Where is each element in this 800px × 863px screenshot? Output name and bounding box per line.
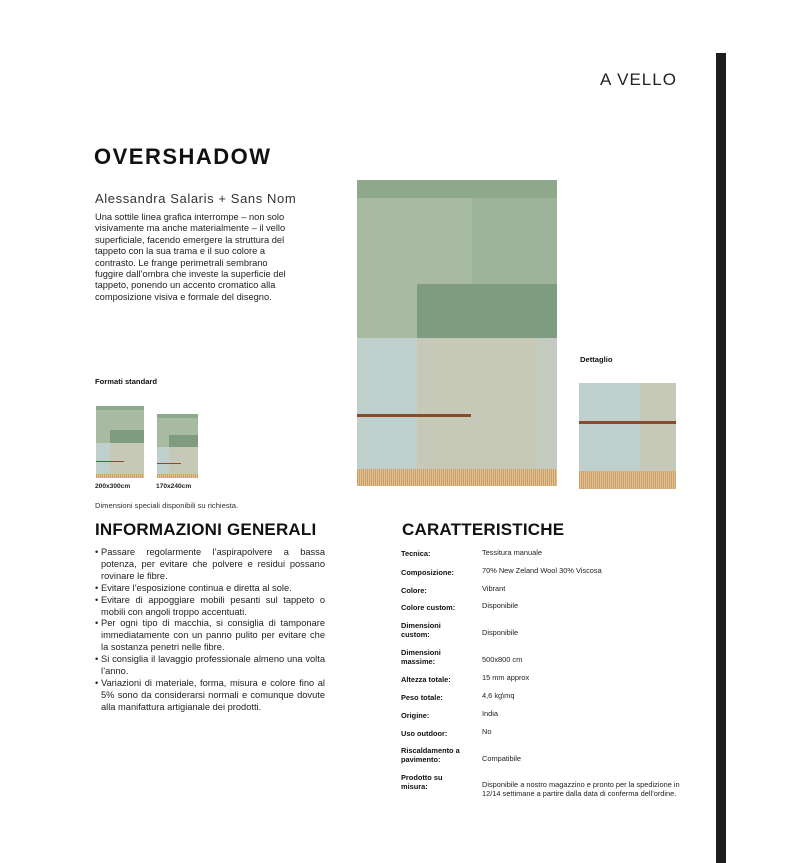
format-thumbnail-170x240 <box>157 414 198 478</box>
spec-value-tecnica: Tessitura manuale <box>482 548 542 557</box>
general-info-list <box>95 547 325 714</box>
spec-value-origine: India <box>482 709 499 718</box>
spec-label-peso-totale: Peso totale: <box>401 693 443 702</box>
sidebar-bar <box>716 53 726 863</box>
spec-value-colore: Vibrant <box>482 584 506 593</box>
spec-value-composizione: 70% New Zeland Wool 30% Viscosa <box>482 566 602 575</box>
spec-label-composizione: Composizione: <box>401 568 454 577</box>
designer-name: Alessandra Salaris + Sans Nom <box>95 191 297 206</box>
rug-main-image <box>357 180 557 486</box>
product-title: OVERSHADOW <box>94 144 272 169</box>
spec-label-colore: Colore: <box>401 586 427 595</box>
spec-label-altezza-totale: Altezza totale: <box>401 675 451 684</box>
spec-label-tecnica: Tecnica: <box>401 549 431 558</box>
list-item: • Per ogni tipo di macchia, si consiglia di tamponare immediatamente con un panno pulito per evitare che la sostanza penetri nelle fibre. <box>95 618 325 654</box>
spec-label-prodotto-su-misura: Prodotto su misura: <box>401 773 443 791</box>
spec-label-dimensioni-custom: Dimensioni custom: <box>401 621 441 639</box>
list-item: • Variazioni di materiale, forma, misura e colore fino al 5% sono da considerarsi normali e comunque dovute alla manifattura artigianale dei prodotti. <box>95 678 325 714</box>
spec-value-dimensioni-massime: 500x800 cm <box>482 655 523 664</box>
spec-label-origine: Origine: <box>401 711 430 720</box>
spec-label-uso-outdoor: Uso outdoor: <box>401 729 448 738</box>
category-label: A VELLO <box>600 70 677 89</box>
format-size-170x240: 170x240cm <box>156 483 192 490</box>
list-item: • Evitare di appoggiare mobili pesanti sul tappeto o mobili con angoli troppo accentuati. <box>95 595 325 619</box>
spec-value-prodotto-su-misura: Disponibile a nostro magazzino e pronto per la spedizione in 12/14 settimane a partire dalla data di conferma dell’ordine. <box>482 780 680 798</box>
spec-label-dimensioni-massime: Dimensioni massime: <box>401 648 441 666</box>
spec-value-colore-custom: Disponibile <box>482 601 519 610</box>
spec-label-colore-custom: Colore custom: <box>401 603 456 612</box>
spec-value-riscaldamento: Compatibile <box>482 754 522 763</box>
general-info-title: INFORMAZIONI GENERALI <box>95 520 317 539</box>
list-item: • Passare regolarmente l’aspirapolvere a bassa potenza, per evitare che polvere e residui possano rovinare le fibre. <box>95 547 325 583</box>
list-item: • Si consiglia il lavaggio professionale almeno una volta l’anno. <box>95 654 325 678</box>
format-thumbnail-200x300 <box>96 406 144 478</box>
list-item: • Evitare l’esposizione continua e diretta al sole. <box>95 583 325 595</box>
product-description: Una sottile linea grafica interrompe – non solo visivamente ma anche materialmente – il vello superficiale, facendo emergere la struttura del tappeto con la sua trama e il suo colore a contrasto. Le frange perimetrali sembrano fuggire dall’ombra che investe la superficie del tappeto, ponendo un accento cromatico alla composizione visiva e formale del disegno. <box>95 212 286 302</box>
characteristics-title: CARATTERISTICHE <box>402 520 565 539</box>
rug-detail-image <box>579 383 676 489</box>
detail-label: Dettaglio <box>580 355 613 364</box>
spec-value-uso-outdoor: No <box>482 727 492 736</box>
format-size-200x300: 200x300cm <box>95 483 131 490</box>
spec-value-dimensioni-custom: Disponibile <box>482 628 519 637</box>
formats-label: Formati standard <box>95 377 158 386</box>
spec-label-riscaldamento: Riscaldamento a pavimento: <box>401 746 460 764</box>
spec-value-peso-totale: 4,6 kg\mq <box>482 691 515 700</box>
spec-value-altezza-totale: 15 mm approx <box>482 673 530 682</box>
special-sizes-note: Dimensioni speciali disponibili su richiesta. <box>95 501 239 510</box>
